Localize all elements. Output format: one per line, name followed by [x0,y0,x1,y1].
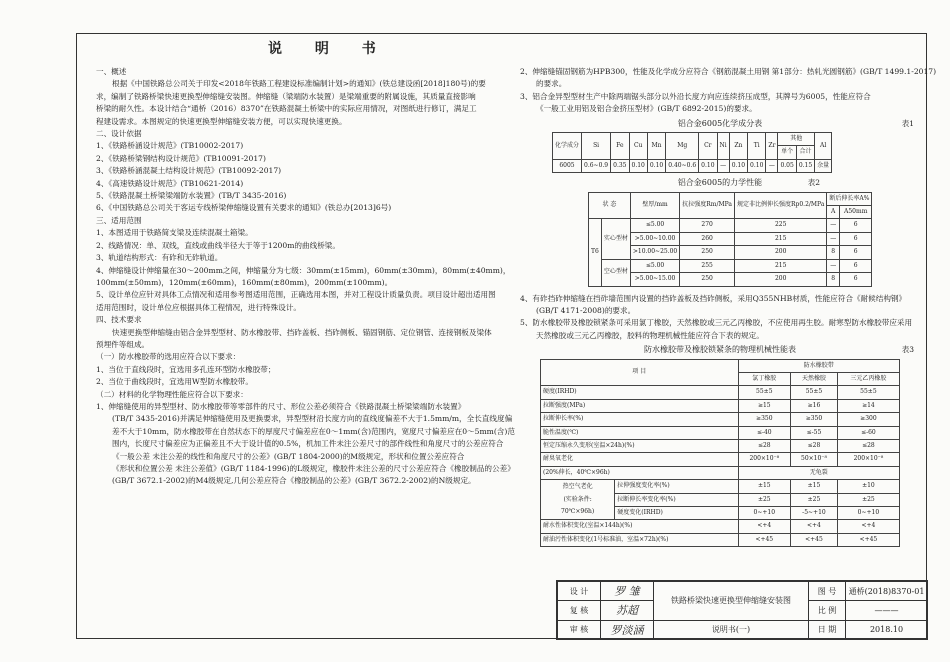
table1-cell: 0.10 [629,159,647,172]
table3-cell: <+4 [791,520,838,533]
text-line: 围内，长度尺寸偏差应为正偏差且不大于设计值的0.5%，机加工件未注公差尺寸的部件线性和角度尺寸的公差应符合 [112,439,504,449]
table2-header: 断后伸长率A% [827,192,872,205]
table3-cell: ±25 [791,493,838,506]
table1-header: Al [815,133,832,160]
heat-aging-label [541,480,615,520]
table-row [541,453,900,466]
table2-cell: ≤5.00 [630,259,679,272]
table1-header: Mn [647,133,665,160]
table2-cell: — [827,232,840,245]
table1-caption [520,118,920,130]
table1-cell: 0.6~0.9 [582,159,611,172]
text-line: 2、伸缩缝锚固钢筋为HPB300，性能及化学成分应符合《钢筋混凝土用钢 第1部分：热轧光圆钢筋》(GB/T 1499.1-2017) [520,67,937,76]
table3-cell: 耐水性体积变化(室温×144h)(%) [541,520,739,533]
table3-cell: ≥16 [791,399,838,412]
table3-cell: <+45 [837,533,899,546]
date-label: 日 期 [809,620,846,639]
mechanical-properties-table [588,192,872,287]
table1-number: 表1 [901,118,914,128]
rubber-properties-table [540,359,900,548]
review-label: 审 核 [558,620,601,639]
table3-title: 防水橡胶带及橡胶锁紧条的物理机械性能表 [644,345,796,355]
text-line: （一）防水橡胶带的选用应符合以下要求： [96,352,241,362]
table-row [541,439,900,452]
table1-header: Fe [611,133,629,160]
table3-cell: ±15 [791,480,838,493]
table3-cell: ≤-60 [837,426,899,439]
text-line: 二、设计依据 [96,129,142,139]
text-line: 一、概述 [96,67,127,76]
table1-header: Ti [748,133,766,160]
table2-cell: 215 [734,259,826,272]
table3-cell: 200×10⁻⁸ [738,453,791,466]
table2-cell: 250 [680,273,735,286]
review-signature: 罗淡涵 [601,620,654,639]
table1-header: 其他 [778,133,815,146]
text-line: 2、线路情况：单、双线，直线或曲线半径大于等于1200m的曲线桥梁。 [96,240,340,250]
table2-cell: 225 [734,219,826,232]
table-row [541,466,900,479]
table3-caption [520,344,920,356]
text-line: 1、伸缩缝使用的异型型材、防水橡胶带等零部件的尺寸、形位公差必须符合《铁路混凝土桥梁梁端防水装置》 [96,401,466,411]
table2-cell: 200 [734,246,826,259]
table2-cell: 200 [734,273,826,286]
table3-cell: ±15 [738,480,791,493]
table1-header: Mg [666,133,699,160]
heat-aging-text: 70℃×96h) [561,508,595,515]
table2-cell: >10.00~25.00 [630,246,679,259]
table1-cell: 0.15 [796,159,814,172]
table2-caption [520,177,920,189]
date-value: 2018.10 [846,620,928,639]
table-row [541,399,900,412]
table2-cell: 8 [827,273,840,286]
table3-cell: ≥15 [738,399,791,412]
hollow-profile-cell: 空心型材 [601,259,630,286]
table3-cell: 55±5 [791,386,838,399]
table2-cell: 260 [680,232,735,245]
ozone-result: 无龟裂 [738,466,899,479]
table3-cell: 耐臭氧老化 [541,453,739,466]
table3-group-header: 防水橡胶带 [738,359,899,372]
table-row [589,259,872,272]
drawing-name: 铁路桥梁快速更换型伸缩缝安装图 [654,582,809,621]
text-line: 1、《铁路桥涵设计规范》(TB10002-2017) [96,141,244,151]
table3-cell: <+45 [791,533,838,546]
table1-header: Zr [766,133,778,160]
table2-header: 规定非比例伸长强度Rp0.2/MPa [734,192,826,219]
table3-cell: ≥300 [837,413,899,426]
table3-cell: 拉断强度(MPa) [541,399,739,412]
table3-col-header: 三元乙丙橡胶 [837,372,899,385]
table3-cell: ≥350 [738,413,791,426]
table1-header: 化学成分 [553,133,582,160]
text-line: 2、当位于曲线段时，宜选用W型防水橡胶带。 [96,377,253,387]
table3-cell: 拉断伸长率变化率(%) [615,493,738,506]
table3-cell: 55±5 [738,386,791,399]
table3-cell: 硬度(IRHD) [541,386,739,399]
table2-title: 铝合金6005的力学性能 [677,178,763,188]
right-column [520,66,937,547]
table3-col-header: 天然橡胶 [791,372,838,385]
table-row [589,219,872,232]
table1-cell: — [766,159,778,172]
ozone-condition: (20%伸长，40℃×96h) [541,466,739,479]
table3-cell: 0~+10 [837,507,899,520]
table3-cell: 拉伸强度变化率(%) [615,480,738,493]
table1-cell: 0.10 [699,159,717,172]
table1-cell: 0.10 [729,159,747,172]
table2-subheader: A50mm [839,206,871,219]
text-line: 差不大于10mm，防水橡胶带在自然状态下的厚度尺寸偏差应在0～1mm(含)范围内，宽度尺寸偏差应在0～5mm(含)范 [112,426,515,436]
table-row [541,386,900,399]
table3-cell: 脆性温度(℃) [541,426,739,439]
table-row [541,533,900,546]
table2-cell: >5.00~15.00 [630,273,679,286]
text-line: 3、《铁路桥涵混凝土结构设计规范》(TB10092-2017) [96,166,282,176]
text-line: 根据《中国铁路总公司关于印发<2018年铁路工程建设标准编制计划>的通知》(铁总建设函[2018]180号)的要 [112,79,486,89]
text-line: 程建设需求。本图规定的快速更换型伸缩缝安装方便，可以实现快速更换。 [96,116,347,126]
table1-cell: — [717,159,729,172]
table1-header: Si [582,133,611,160]
table-row [589,232,872,245]
table3-cell: ±10 [837,480,899,493]
number-label: 图 号 [809,582,846,601]
table3-number: 表3 [901,345,914,355]
text-line: 的要求。 [536,79,567,89]
text-line: (GB/T 4171-2008)的要求。 [536,305,636,315]
text-line: 1、当位于直线段时，宜选用多孔连环型防水橡胶带； [96,364,276,374]
text-line: 求，编制了铁路桥梁快速更换型伸缩缝安装图。伸缩缝（梁端防水装置）是梁端重要的附属设施，其质量直接影响 [96,91,476,101]
table1-cell: 0.40~0.6 [666,159,699,172]
table3-cell: <+4 [738,520,791,533]
table-row [541,426,900,439]
table2-cell: — [827,259,840,272]
chemical-composition-table [552,132,832,173]
text-line: 三、适用范围 [96,215,142,225]
text-line: 《一般工业用铝及铝合金挤压型材》(GB/T 6892-2015)的要求。 [536,104,757,114]
drawing-number: 通桥(2018)8370-01 [846,582,928,601]
check-signature: 苏超 [601,601,654,620]
text-line: 6、《中国铁路总公司关于客运专线桥梁伸缩缝设置有关要求的通知》(铁总办[2013]6号) [96,203,392,213]
table3-cell: ≤-55 [791,426,838,439]
table3-cell: 拉断伸长率(%) [541,413,739,426]
right-mid-text [520,293,920,343]
table1-cell: 0.35 [611,159,629,172]
check-label: 复 核 [558,601,601,620]
table3-cell: ≤-40 [738,426,791,439]
solid-profile-cell: 实心型材 [601,219,630,259]
text-line: 5、设计单位应针对具体工点情况和适用参考图适用范围，正确选用本图，并对工程设计质量负责。项目设计超出适用图 [96,290,496,300]
table3-cell: ±25 [738,493,791,506]
table3-cell: ≥350 [791,413,838,426]
table2-cell: 6 [839,232,871,245]
table2-cell: 255 [680,259,735,272]
table3-cell: 55±5 [837,386,899,399]
table2-cell: 215 [734,232,826,245]
table2-cell: 6 [839,259,871,272]
heat-aging-text: (实验条件: [563,495,592,503]
text-line: 4、有砟挡砟伸缩缝在挡砟墙范围内设置的挡砟盖板及挡砟侧板，采用Q355NHB材质，性能应符合《耐候结构钢》 [520,293,907,303]
table3-cell: 50×10⁻⁸ [791,453,838,466]
table3-cell: 耐油污性体积变化(1号标准油，室温×72h)(%) [541,533,739,546]
table-row [589,273,872,286]
text-line: 快速更换型伸缩缝由铝合金异型型材、防水橡胶带、挡砟盖板、挡砟侧板、锚固钢筋、定位钢管、连接钢板及梁体 [112,327,492,337]
left-column [96,66,515,488]
table1-cell: 0.10 [647,159,665,172]
heat-aging-text: 热空气老化 [562,483,593,491]
table2-cell: ≤5.00 [630,219,679,232]
text-line: 1、本图适用于铁路简支梁及连续混凝土箱梁。 [96,228,253,238]
table2-cell: 6 [839,273,871,286]
text-line: 100mm(±50mm)，120mm(±60mm)，160mm(±80mm)，200mm(±100mm)。 [96,277,393,287]
table2-cell: — [827,219,840,232]
text-line: (TB/T 3435-2016)并满足伸缩缝使用及更换要求，异型型材沿长度方向的直线度偏差不大于1.5mm/m，全长直线度偏 [112,414,513,424]
text-line: 3、铝合金异型型材生产中除两端锯头部分以外沿长度方向应连续挤压成型，其牌号为6005，性能应符合 [520,91,871,101]
table3-col-header: 氯丁橡胶 [738,372,791,385]
text-line: （二）材料的化学物理性能应符合以下要求： [96,389,248,399]
table2-cell: 6 [839,219,871,232]
table1-header: Cr [699,133,717,160]
text-line: 5、防水橡胶带及橡胶锁紧条可采用氯丁橡胶，天然橡胶或三元乙丙橡胶，不应使用再生胶。耐寒型防水橡胶带应采用 [520,318,913,328]
table2-cell: 250 [680,246,735,259]
table2-subheader: A [827,206,840,219]
table2-header: 壁厚/mm [630,192,679,219]
table1-subheader: 合计 [796,146,814,159]
table-row [541,480,900,493]
text-line: 4、《高速铁路设计规范》(TB10621-2014) [96,178,244,188]
table1-cell: 6005 [553,159,582,172]
table3-item-header: 项 目 [541,359,739,386]
design-label: 设 计 [558,582,601,601]
right-top-text [520,66,937,116]
table3-cell: -5~+10 [791,507,838,520]
title-block [556,580,928,640]
text-line: 5、《铁路混凝土桥梁梁端防水装置》(TB/T 3435-2016) [96,191,287,201]
table3-cell: ≥14 [837,399,899,412]
text-line: 3、轨道结构形式：有砟和无砟轨道。 [96,253,223,263]
table3-cell: ≤28 [837,439,899,452]
text-line: (GB/T 3672.1-2002)的M4级规定,几何公差应符合《橡胶制品的公差》(GB/T 3672.2-2002)的N级规定。 [112,476,476,486]
table3-cell: <+4 [837,520,899,533]
table1-header: Ni [717,133,729,160]
text-line: 四、技术要求 [96,315,142,325]
table3-cell: <+45 [738,533,791,546]
text-line: 预埋件等组成。 [96,339,150,349]
table2-cell: 6 [839,246,871,259]
table1-header: Zn [729,133,747,160]
table2-header: 抗拉强度Rm/MPa [680,192,735,219]
drawing-subtitle: 说明书(一) [654,620,809,639]
table1-subheader: 单个 [778,146,796,159]
table2-cell: 8 [827,246,840,259]
text-line: 4、伸缩缝设计伸缩量在30～200mm之间，伸缩量分为七级：30mm(±15mm)，60mm(±30mm)，80mm(±40mm)， [96,265,511,275]
table3-cell: 硬度变化(IRHD) [615,507,738,520]
page-title: 说 明 书 [268,41,390,57]
table3-cell: 恒定压缩永久变形(室温×24h)(%) [541,439,739,452]
table3-cell: 0~+10 [738,507,791,520]
scale-label: 比 例 [809,601,846,620]
table3-cell: ≤28 [791,439,838,452]
design-signature: 罗 雏 [601,582,654,601]
table2-header: 状 态 [589,192,631,219]
table1-cell: 0.10 [748,159,766,172]
scale-value: ——— [846,601,928,620]
table2-number: 表2 [807,178,820,188]
table2-cell: 270 [680,219,735,232]
table1-cell: 0.05 [778,159,796,172]
text-line: 《一般公差 未注公差的线性和角度尺寸的公差》(GB/T 1804-2000)的M级规定，形状和位置公差应符合 [112,451,465,461]
table3-cell: ±25 [837,493,899,506]
table1-cell: 余量 [815,159,832,172]
text-line: 《形状和位置公差 未注公差值》(GB/T 1184-1996)的L级规定，橡胶件未注公差的尺寸公差应符合《橡胶制品的公差》 [112,464,515,473]
text-line: 天然橡胶或三元乙丙橡胶，胶料的物理机械性能应符合下表的规定。 [536,330,764,340]
table1-title: 铝合金6005化学成分表 [677,118,763,128]
table1-header: Cu [629,133,647,160]
text-line: 适用范围时，设计单位应根据具体工程情况，进行特殊设计。 [96,302,302,312]
text-line: 桥梁的耐久性。本设计结合“通桥（2016）8370”在铁路混凝土桥梁中的实际应用情况，对图纸进行修订，满足工 [96,104,477,114]
table3-cell: 200×10⁻⁸ [837,453,899,466]
table-row [589,246,872,259]
text-line: 2、《铁路桥梁钢结构设计规范》(TB10091-2017) [96,153,266,163]
temper-cell: T6 [589,219,602,286]
table2-cell: >5.00~10.00 [630,232,679,245]
table-row [541,520,900,533]
table-row [541,413,900,426]
table3-cell: ≤28 [738,439,791,452]
